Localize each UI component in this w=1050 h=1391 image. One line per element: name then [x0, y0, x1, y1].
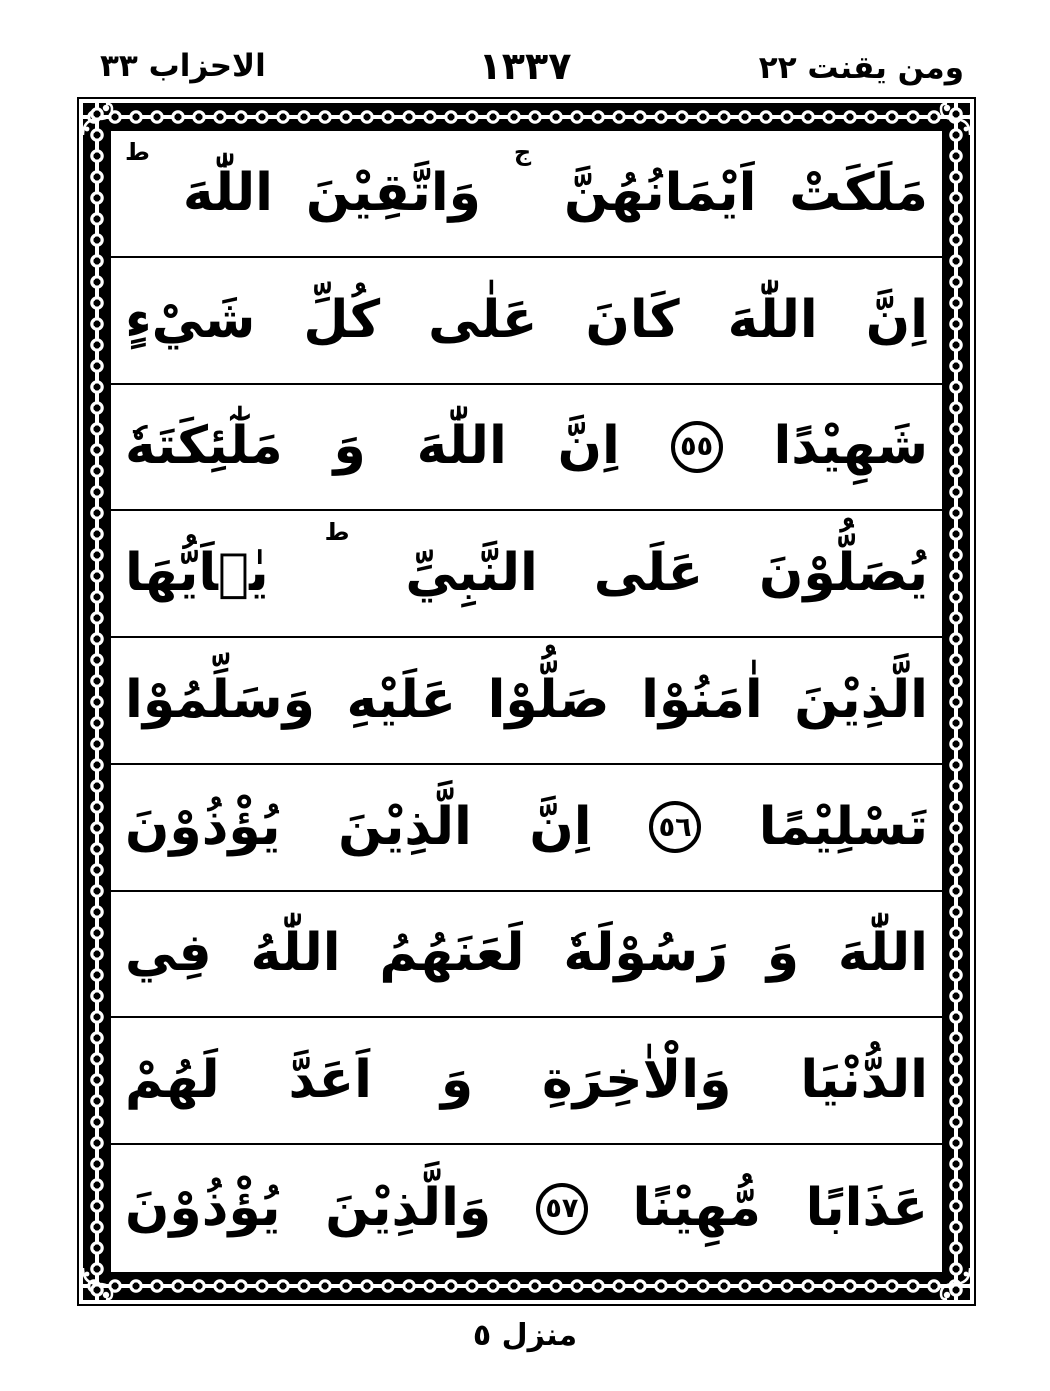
pause-mark: ج — [513, 138, 532, 166]
verse-line — [111, 765, 942, 892]
chain-ornament-left — [83, 103, 111, 1300]
juz-marker: ومن يقنت ٢٢ — [758, 50, 964, 86]
surah-title: الاحزاب ٣٣ — [100, 48, 266, 84]
verse-word: الَّذِيْنَ — [338, 796, 472, 857]
verse-line — [111, 511, 942, 638]
decorative-frame — [77, 97, 976, 1306]
verse-line — [111, 1018, 942, 1145]
verse-word: مَلٰٓئِكَتَهٗ — [125, 416, 283, 477]
verse-word: اللّٰهُ — [250, 923, 341, 984]
verse-word: اِنَّ — [529, 796, 592, 857]
verse-word: اَعَدَّ — [288, 1050, 372, 1111]
verse-line — [111, 258, 942, 385]
verse-word: يُصَلُّوْنَ — [759, 543, 928, 604]
verse-word: اَيْمَانُهُنَّ — [564, 162, 757, 223]
verse-word: وَ — [440, 1050, 474, 1111]
page-number: ١٣٣٧ — [478, 44, 572, 88]
verse-word: شَيْءٍ — [125, 289, 256, 350]
verse-word: تَسْلِيْمًا — [758, 796, 928, 857]
chain-ornament-bottom — [83, 1272, 970, 1300]
verse-word: فِي — [125, 923, 212, 984]
verse-word: وَ — [766, 923, 800, 984]
verse-word: يُؤْذُوْنَ — [125, 796, 281, 857]
verse-number-badge: ٥٧ — [536, 1183, 588, 1235]
verse-word: اللّٰهَ — [837, 923, 928, 984]
manzil-label: منزل ٥ — [472, 1318, 578, 1353]
verse-word: كُلِّ — [303, 289, 381, 350]
verse-number-badge: ٥٦ — [649, 801, 701, 853]
verse-word: مَلَكَتْ — [789, 162, 928, 223]
pause-mark: ط — [125, 138, 150, 166]
verse-word: اِنَّ — [557, 416, 620, 477]
verse-word: وَالْاٰخِرَةِ — [542, 1050, 732, 1111]
verse-word: عَذَابًا — [805, 1178, 928, 1239]
verse-word: عَلَى — [593, 543, 704, 604]
verse-word: عَلَيْهِ — [346, 669, 457, 730]
verse-word: وَالَّذِيْنَ — [325, 1178, 492, 1239]
verse-word: الدُّنْيَا — [800, 1050, 928, 1111]
verse-word: اٰمَنُوْا — [641, 669, 763, 730]
verse-line — [111, 1145, 942, 1272]
verse-line — [111, 892, 942, 1019]
verse-word: اللّٰهَ — [182, 162, 273, 223]
chain-ornament-top — [83, 103, 970, 131]
verse-word: يٰۤاَيُّهَا — [125, 543, 269, 604]
verse-word: وَاتَّقِيْنَ — [305, 162, 481, 223]
verse-line — [111, 385, 942, 512]
verse-word: وَ — [333, 416, 366, 477]
verse-word: شَهِيْدًا — [773, 416, 928, 477]
verse-lines — [111, 131, 942, 1272]
pause-mark: ط — [324, 518, 350, 547]
verse-line — [111, 638, 942, 765]
verse-line — [111, 131, 942, 258]
verse-word: وَسَلِّمُوْا — [125, 669, 315, 730]
verse-word: كَانَ — [585, 289, 680, 350]
verse-word: رَسُوْلَهٗ — [563, 923, 729, 984]
verse-word: الَّذِيْنَ — [794, 669, 928, 730]
verse-word: اللّٰهَ — [727, 289, 818, 350]
verse-word: مُّهِيْنًا — [632, 1178, 761, 1239]
verse-word: لَهُمْ — [125, 1050, 220, 1111]
verse-word: لَعَنَهُمُ — [379, 923, 525, 984]
border-band — [83, 103, 970, 1300]
verse-word: اللّٰهَ — [416, 416, 507, 477]
verse-number-badge: ٥٥ — [671, 421, 723, 473]
verse-word: النَّبِيِّ — [405, 543, 538, 604]
verse-word: صَلُّوْا — [487, 669, 610, 730]
verse-word: اِنَّ — [865, 289, 928, 350]
verse-word: عَلٰى — [428, 289, 538, 350]
chain-ornament-right — [942, 103, 970, 1300]
verse-word: يُؤْذُوْنَ — [125, 1178, 281, 1239]
